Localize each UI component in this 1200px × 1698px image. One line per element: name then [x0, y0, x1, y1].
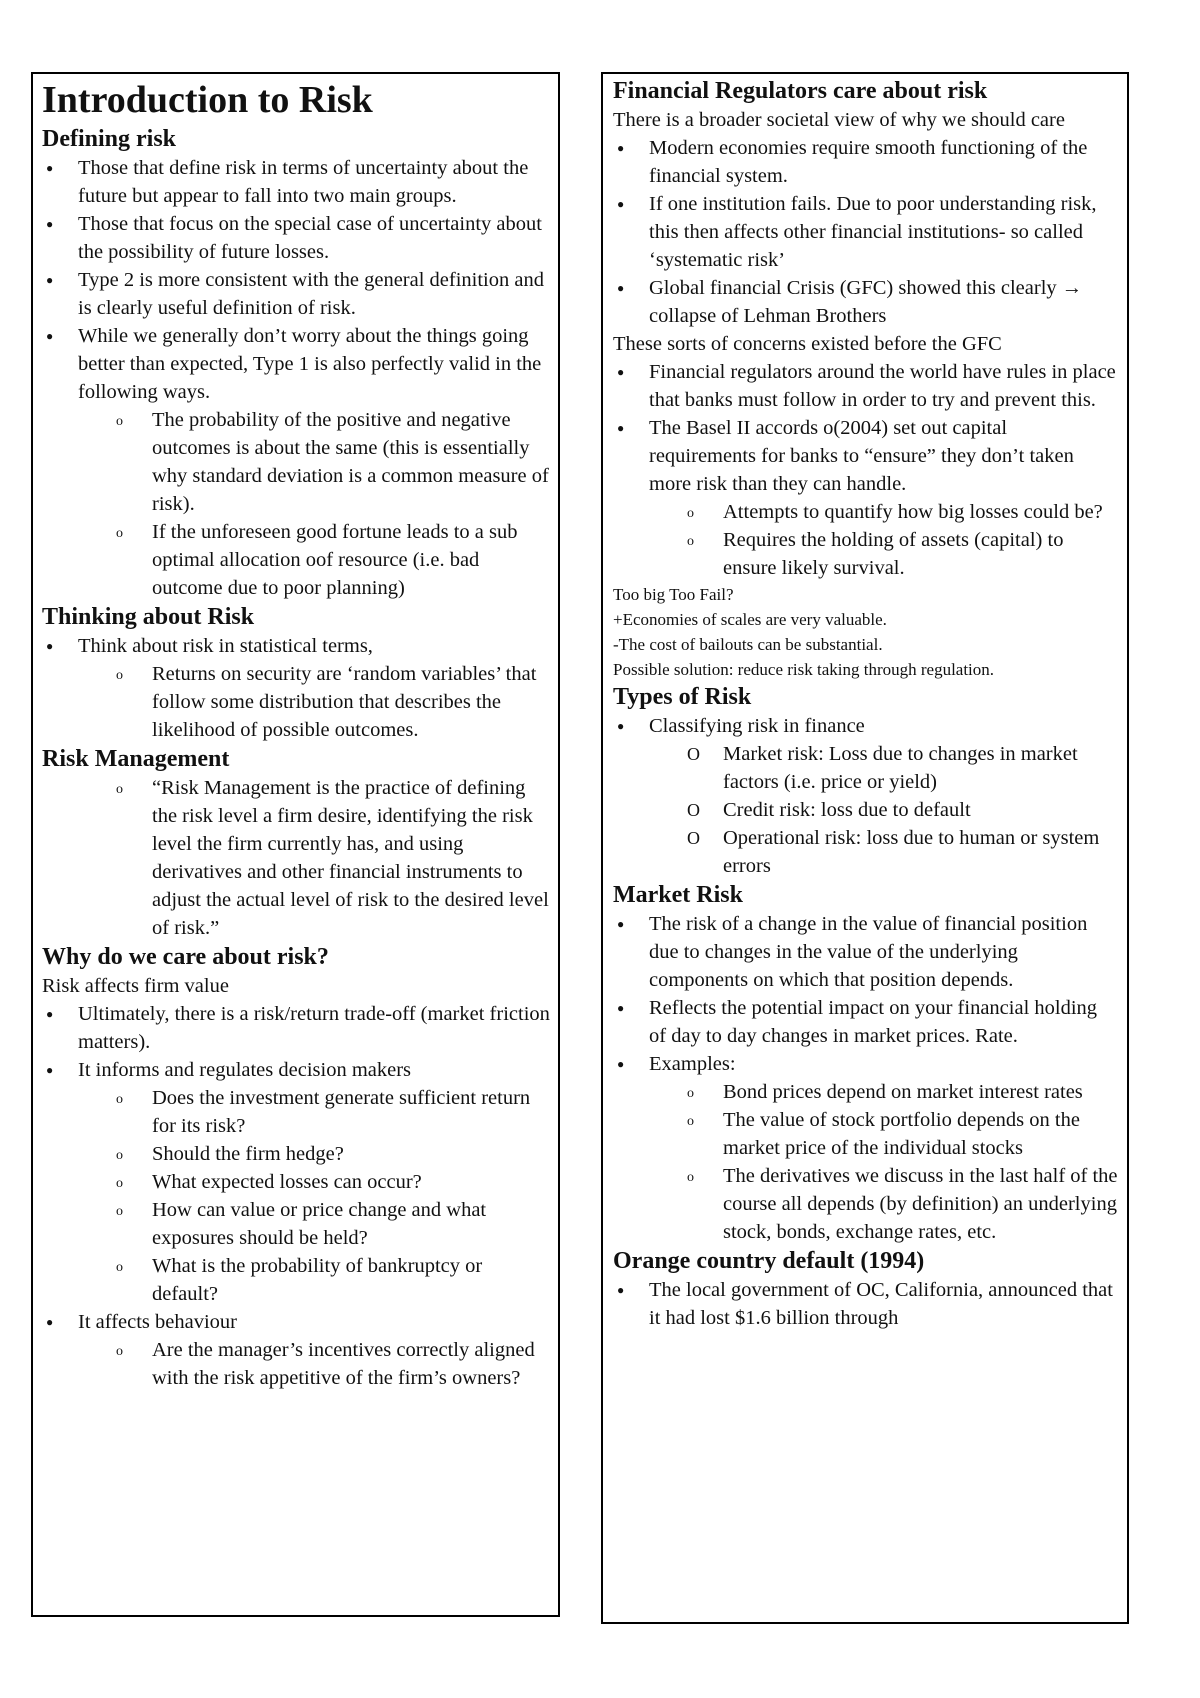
- basel-sublist: [613, 498, 1119, 582]
- lehman-text: collapse of Lehman Brothers: [649, 305, 887, 327]
- list-item: ● The local government of OC, California, announced that it had lost $1.6 billion through: [613, 1276, 1119, 1332]
- list-item: ● Reflects the potential impact on your financial holding of day to day changes in market prices. Rate.: [613, 994, 1119, 1050]
- list-item: ● Classifying risk in finance: [613, 712, 1119, 740]
- economies-text: +Economies of scales are very valuable.: [613, 610, 887, 629]
- list-item: ● It affects behaviour: [42, 1308, 550, 1336]
- list-item: o Returns on security are ‘random variables’ that follow some distribution that describes the likelihood of possible outcomes.: [152, 660, 550, 744]
- market-sublist: [613, 1078, 1119, 1246]
- solution-text: Possible solution: reduce risk taking through regulation.: [613, 660, 995, 679]
- too-big-text: Too big Too Fail?: [613, 585, 734, 604]
- list-item: [613, 274, 1119, 330]
- list-item: o If the unforeseen good fortune leads to a sub optimal allocation oof resource (i.e. bad outcome due to poor planning): [152, 518, 550, 602]
- list-item: ● Financial regulators around the world have rules in place that banks must follow in order to try and prevent this.: [613, 358, 1119, 414]
- regulators-intro: There is a broader societal view of why we should care: [613, 109, 1065, 131]
- list-item: o What is the probability of bankruptcy or default?: [152, 1252, 550, 1308]
- why-sublist-1: [42, 1084, 550, 1308]
- market-list: [613, 910, 1119, 1078]
- bailouts-text: -The cost of bailouts can be substantial.: [613, 635, 883, 654]
- list-item: ● Think about risk in statistical terms,: [42, 632, 550, 660]
- list-item: ● Examples:: [613, 1050, 1119, 1078]
- defining-risk-list: [42, 154, 550, 406]
- list-item: o Bond prices depend on market interest rates: [723, 1078, 1119, 1106]
- heading-regulators: Financial Regulators care about risk: [613, 78, 988, 104]
- list-item: ● While we generally don’t worry about the things going better than expected, Type 1 is also perfectly valid in the following ways.: [42, 322, 550, 406]
- list-item: ● The Basel II accords o(2004) set out capital requirements for banks to “ensure” they don’t taken more risk than they can handle.: [613, 414, 1119, 498]
- why-sublist-2: [42, 1336, 550, 1392]
- list-item: o The derivatives we discuss in the last half of the course all depends (by definition) an underlying stock, bonds, exchange rates, etc.: [723, 1162, 1119, 1246]
- gfc-text: Global financial Crisis (GFC) showed this clearly: [649, 277, 1057, 299]
- list-item: O Operational risk: loss due to human or system errors: [723, 824, 1119, 880]
- concerns-text: These sorts of concerns existed before the GFC: [613, 333, 1002, 355]
- thinking-sublist: [42, 660, 550, 744]
- list-item: o Are the manager’s incentives correctly aligned with the risk appetitive of the firm’s owners?: [152, 1336, 550, 1392]
- types-list: [613, 712, 1119, 740]
- heading-why-care: Why do we care about risk?: [42, 944, 329, 970]
- list-item: ● Modern economies require smooth functioning of the financial system.: [613, 134, 1119, 190]
- list-item: o The probability of the positive and negative outcomes is about the same (this is essentially why standard deviation is a common measure of risk).: [152, 406, 550, 518]
- list-item: o Requires the holding of assets (capital) to ensure likely survival.: [723, 526, 1119, 582]
- heading-thinking-about-risk: Thinking about Risk: [42, 604, 255, 630]
- management-sublist: [42, 774, 550, 942]
- heading-defining-risk: Defining risk: [42, 126, 177, 152]
- right-column: [601, 72, 1129, 1624]
- list-item: o Attempts to quantify how big losses could be?: [723, 498, 1119, 526]
- orange-list: [613, 1276, 1119, 1332]
- regulators-list-2: [613, 358, 1119, 498]
- list-item: ● The risk of a change in the value of financial position due to changes in the value of the underlying components on which that position depends.: [613, 910, 1119, 994]
- page-title: Introduction to Risk: [42, 79, 373, 121]
- thinking-list: [42, 632, 550, 660]
- list-item: o Should the firm hedge?: [152, 1140, 550, 1168]
- types-sublist: [613, 740, 1119, 880]
- list-item: ● Type 2 is more consistent with the general definition and is clearly useful definition of risk.: [42, 266, 550, 322]
- list-item: O Credit risk: loss due to default: [723, 796, 1119, 824]
- list-item: ● If one institution fails. Due to poor understanding risk, this then affects other financial institutions- so called ‘systematic risk’: [613, 190, 1119, 274]
- defining-risk-sublist: [42, 406, 550, 602]
- why-list-2: [42, 1308, 550, 1336]
- arrow-right-icon: →: [1061, 277, 1083, 299]
- list-item: ● Ultimately, there is a risk/return trade-off (market friction matters).: [42, 1000, 550, 1056]
- heading-market-risk: Market Risk: [613, 882, 743, 908]
- list-item: o “Risk Management is the practice of defining the risk level a firm desire, identifying the risk level the firm currently has, and using derivatives and other financial instruments to adjust the actual level of risk to the desired level of risk.”: [152, 774, 550, 942]
- left-column: [31, 72, 560, 1617]
- heading-types-of-risk: Types of Risk: [613, 684, 752, 710]
- why-intro: Risk affects firm value: [42, 975, 229, 997]
- heading-orange-county: Orange country default (1994): [613, 1248, 925, 1274]
- list-item: ● Those that define risk in terms of uncertainty about the future but appear to fall into two main groups.: [42, 154, 550, 210]
- list-item: o What expected losses can occur?: [152, 1168, 550, 1196]
- list-item: O Market risk: Loss due to changes in market factors (i.e. price or yield): [723, 740, 1119, 796]
- list-item: o How can value or price change and what exposures should be held?: [152, 1196, 550, 1252]
- list-item: ● Those that focus on the special case of uncertainty about the possibility of future losses.: [42, 210, 550, 266]
- list-item: o The value of stock portfolio depends on the market price of the individual stocks: [723, 1106, 1119, 1162]
- list-item: o Does the investment generate sufficient return for its risk?: [152, 1084, 550, 1140]
- heading-risk-management: Risk Management: [42, 746, 230, 772]
- why-list-1: [42, 1000, 550, 1084]
- list-item: ● It informs and regulates decision makers: [42, 1056, 550, 1084]
- regulators-list-1: [613, 134, 1119, 330]
